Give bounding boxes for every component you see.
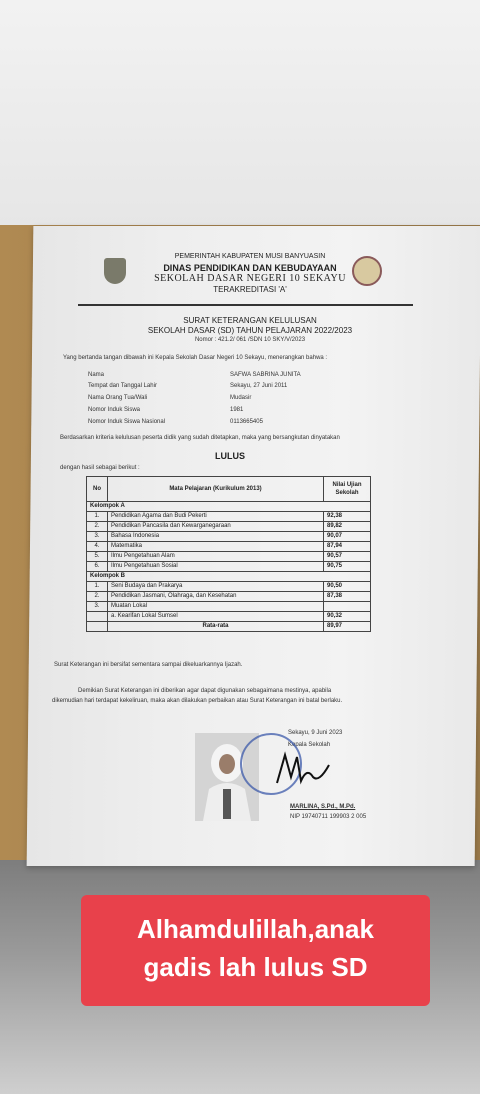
identity-label: Nama Orang Tua/Wali (88, 395, 148, 401)
row-no: 5. (87, 552, 108, 562)
table-row (87, 582, 371, 592)
identity-label: Nama (88, 372, 105, 378)
signature-name: MARLINA, S.Pd., M.Pd. (290, 804, 356, 810)
signature-place-date: Sekayu, 9 Juni 2023 (288, 730, 343, 736)
row-score: 90,07 (324, 532, 371, 542)
table-row (87, 612, 371, 622)
row-score: 90,50 (324, 582, 371, 592)
identity-label: Nomor Induk Siswa Nasional (88, 419, 166, 425)
identity-row-birth (88, 383, 408, 393)
group-row (87, 572, 371, 582)
document-number: Nomor : 421.2/ 061 /SDN 10 SKY/V/2023 (194, 337, 306, 343)
table-row (87, 602, 371, 612)
table-row (87, 592, 371, 602)
table-row (87, 522, 371, 532)
average-row (87, 622, 371, 632)
caption-line1: Alhamdulillah,anak (137, 914, 374, 944)
identity-value: 1981 (230, 407, 244, 413)
table-row (87, 512, 371, 522)
row-score: 92,38 (324, 512, 371, 522)
letterhead-line4: TERAKREDITASI 'A' (213, 285, 287, 294)
letterhead-line2: DINAS PENDIDIKAN DAN KEBUDAYAAN (163, 263, 337, 273)
average-spacer (87, 622, 108, 632)
row-subject: Matematika (108, 542, 324, 552)
header-no: No (87, 477, 108, 502)
row-score (324, 602, 371, 612)
result-status: LULUS (215, 451, 245, 461)
identity-label: Tempat dan Tanggal Lahir (88, 383, 157, 389)
identity-value: SAFWA SABRINA JUNITA (230, 372, 301, 378)
row-subject: Pendidikan Jasmani, Olahraga, dan Kesehatan (108, 592, 324, 602)
identity-row-name (88, 372, 408, 382)
signature-icon (273, 747, 333, 796)
row-subject: Ilmu Pengetahuan Sosial (108, 562, 324, 572)
letterhead-line3: SEKOLAH DASAR NEGERI 10 SEKAYU (154, 273, 346, 284)
table-header-row (87, 477, 371, 502)
row-score: 87,94 (324, 542, 371, 552)
letterhead-line1: PEMERINTAH KABUPATEN MUSI BANYUASIN (174, 253, 326, 260)
identity-value: 0113665405 (230, 419, 263, 425)
table-row (87, 562, 371, 572)
row-subject: Muatan Lokal (108, 602, 324, 612)
identity-value: Mudasir (230, 395, 252, 401)
row-score: 87,38 (324, 592, 371, 602)
group-label: Kelompok B (87, 572, 371, 582)
row-no: 2. (87, 522, 108, 532)
row-score: 90,32 (324, 612, 371, 622)
row-no: 4. (87, 542, 108, 552)
row-no: 6. (87, 562, 108, 572)
row-no: 2. (87, 592, 108, 602)
background-wall (0, 0, 480, 230)
grades-table (86, 476, 371, 632)
row-score: 90,57 (324, 552, 371, 562)
caption-line2: gadis lah lulus SD (143, 952, 368, 982)
signature-role: Kepala Sekolah (288, 742, 331, 748)
row-subject: Pendidikan Agama dan Budi Pekerti (108, 512, 324, 522)
grades-intro-text: dengan hasil sebagai berikut : (60, 465, 140, 471)
row-no: 3. (87, 602, 108, 612)
average-value: 89,97 (324, 622, 371, 632)
row-subject: Seni Budaya dan Prakarya (108, 582, 324, 592)
header-score: Nilai Ujian Sekolah (324, 477, 371, 502)
closing-text-2: dikemudian hari terdapat kekeliruan, maka akan dilakukan perbaikan atau Surat Keterangan ini batal berlaku. (52, 698, 343, 704)
identity-row-nisn (88, 419, 408, 429)
table-row (87, 542, 371, 552)
identity-value: Sekayu, 27 Juni 2011 (230, 383, 288, 389)
criteria-text: Berdasarkan kriteria kelulusan peserta didik yang sudah ditetapkan, maka yang bersangkutan dinyatakan (60, 435, 340, 441)
row-score: 90,75 (324, 562, 371, 572)
group-label: Kelompok A (87, 502, 371, 512)
identity-label: Nomor Induk Siswa (88, 407, 141, 413)
row-subject: Ilmu Pengetahuan Alam (108, 552, 324, 562)
signature-nip: NIP 19740711 199903 2 005 (290, 814, 367, 820)
row-subject: Bahasa Indonesia (108, 532, 324, 542)
regency-logo-icon (104, 258, 126, 284)
document-title: SURAT KETERANGAN KELULUSAN (183, 316, 317, 325)
row-no: 1. (87, 512, 108, 522)
intro-text: Yang bertanda tangan dibawah ini Kepala Sekolah Dasar Negeri 10 Sekayu, menerangkan bahwa : (63, 355, 328, 361)
row-subject: Pendidikan Pancasila dan Kewarganegaraan (108, 522, 324, 532)
row-subject: a. Kearifan Lokal Sumsel (108, 612, 324, 622)
document-subtitle: SEKOLAH DASAR (SD) TAHUN PELAJARAN 2022/2023 (147, 326, 353, 335)
row-score: 89,82 (324, 522, 371, 532)
average-label: Rata-rata (108, 622, 324, 632)
caption-text (81, 910, 430, 986)
group-row (87, 502, 371, 512)
closing-text-1: Demikian Surat Keterangan ini diberikan agar dapat digunakan sebagaimana mestinya, apabila (78, 688, 332, 694)
row-no (87, 612, 108, 622)
table-row (87, 552, 371, 562)
note-text: Surat Keterangan ini bersifat sementara sampai dikeluarkannya Ijazah. (54, 662, 243, 668)
letterhead-divider (78, 304, 413, 306)
table-row (87, 532, 371, 542)
identity-row-parent (88, 395, 408, 405)
identity-row-nis (88, 407, 408, 417)
row-no: 3. (87, 532, 108, 542)
row-no: 1. (87, 582, 108, 592)
header-subject: Mata Pelajaran (Kurikulum 2013) (108, 477, 324, 502)
